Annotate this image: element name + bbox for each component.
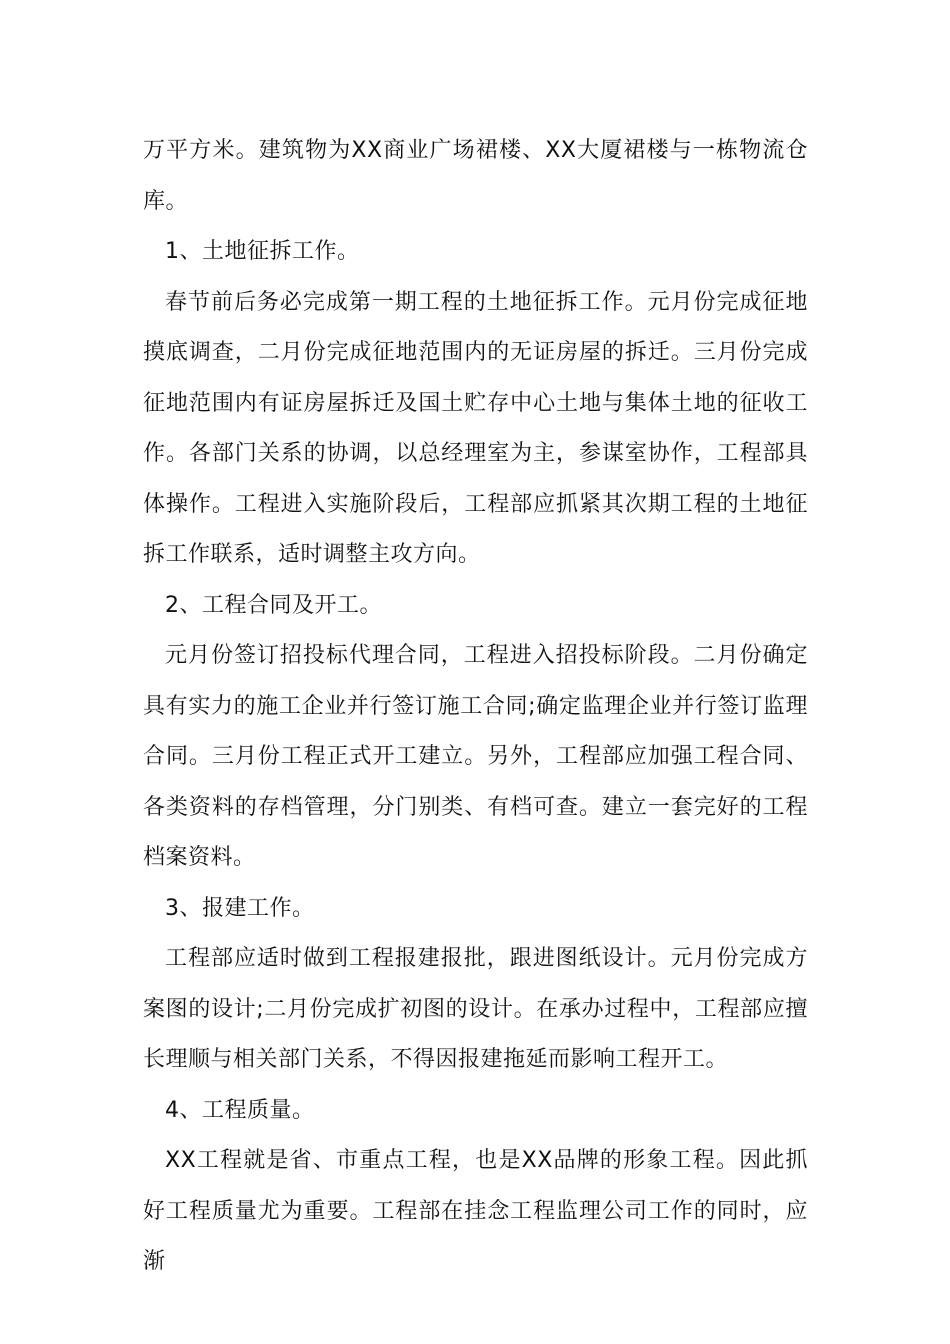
section-heading-land: 1、土地征拆工作。 xyxy=(165,239,360,264)
paragraph-permit: 工程部应适时做到工程报建报批，跟进图纸设计。元月份完成方案图的设计;二月份完成扩初图的设计。在承办过程中，工程部应擅长理顺与相关部门关系，不得因报建拖延而影响工程开工。 xyxy=(143,946,808,1072)
paragraph-quality: XX工程就是省、市重点工程，也是XX品牌的形象工程。因此抓好工程质量尤为重要。工程部在挂念工程监理公司工作的同时，应渐 xyxy=(143,1148,808,1274)
section-heading-quality: 4、工程质量。 xyxy=(165,1097,315,1123)
paragraph-continuation: 万平方米。建筑物为XX商业广场裙楼、XX大厦裙楼与一栋物流仓库。 xyxy=(143,138,808,214)
paragraph-land: 春节前后务必完成第一期工程的土地征拆工作。元月份完成征地摸底调查，二月份完成征地范围内的无证房屋的拆迁。三月份完成征地范围内有证房屋拆迁及国土贮存中心土地与集体土地的征收工作。各部门关系的协调，以总经理室为主，参谋室协作，工程部具体操作。工程进入实施阶段后，工程部应抓紧其次期工程的土地征拆工作联系，适时调整主攻方向。 xyxy=(143,289,808,567)
section-heading-permit: 3、报建工作。 xyxy=(165,895,315,921)
document-body xyxy=(143,126,808,1288)
paragraph-contract: 元月份签订招投标代理合同，工程进入招投标阶段。二月份确定具有实力的施工企业并行签订施工合同;确定监理企业并行签订监理合同。三月份工程正式开工建立。另外，工程部应加强工程合同、各类资料的存档管理，分门别类、有档可查。建立一套完好的工程档案资料。 xyxy=(143,643,808,870)
section-heading-contract: 2、工程合同及开工。 xyxy=(165,592,382,618)
